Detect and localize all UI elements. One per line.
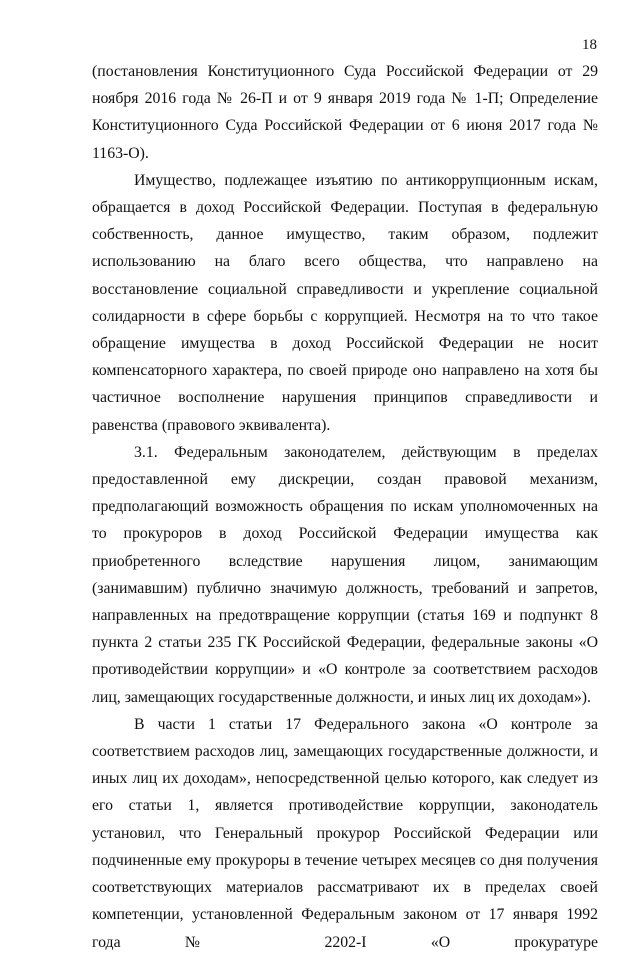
paragraph-continuation: (постановления Конституционного Суда Российской Федерации от 29 ноября 2016 года № 26-П и от 9 января 2019 года № 1-П; Определение Конституционного Суда Российской Федерации от 6 июня 2017 года № 1163-О). [92,63,598,162]
paragraph-article-17: В части 1 статьи 17 Федерального закона «О контроле за соответствием расходов лиц, замещающих государственные должности, и иных лиц их доходам», непосредственной целью которого, как следует из его статьи 1, является противодействие коррупции, законодатель установил, что Генеральный прокурор Российской Федерации или подчиненные ему прокуроры в течение четырех месяцев со дня получения соответствующих материалов рассматривают их в пределах своей компетенции, установленной Федеральным законом от 17 января 1992 года № 2202-I «О прокуратуре [92,715,598,951]
paragraph-property-confiscation: Имущество, подлежащее изъятию по антикоррупционным искам, обращается в доход Российской Федерации. Поступая в федеральную собственность, данное имущество, таким образом, подлежит использованию на благо всего общества, что направлено на восстановление социальной справедливости и укрепление социальной солидарности в сфере борьбы с коррупцией. Несмотря на то что такое обращение имущества в доход Российской Федерации не носит компенсаторного характера, по своей природе оно направлено на хотя бы частичное восполнение нарушения принципов справедливости и равенства (правового эквивалента). [92,171,598,434]
document-body [92,58,598,956]
page-number: 18 [582,37,597,53]
paragraph-section-3-1: 3.1. Федеральным законодателем, действующим в пределах предоставленной ему дискреции, создан правовой механизм, предполагающий возможность обращения по искам уполномоченных на то прокуроров в доход Российской Федерации имущества как приобретенного вследствие нарушения лицом, занимающим (занимавшим) публично значимую должность, требований и запретов, направленных на предотвращение коррупции (статья 169 и подпункт 8 пункта 2 статьи 235 ГК Российской Федерации, федеральные законы «О противодействии коррупции» и «О контроле за соответствием расходов лиц, замещающих государственные должности, и иных лиц их доходам»). [92,443,598,706]
